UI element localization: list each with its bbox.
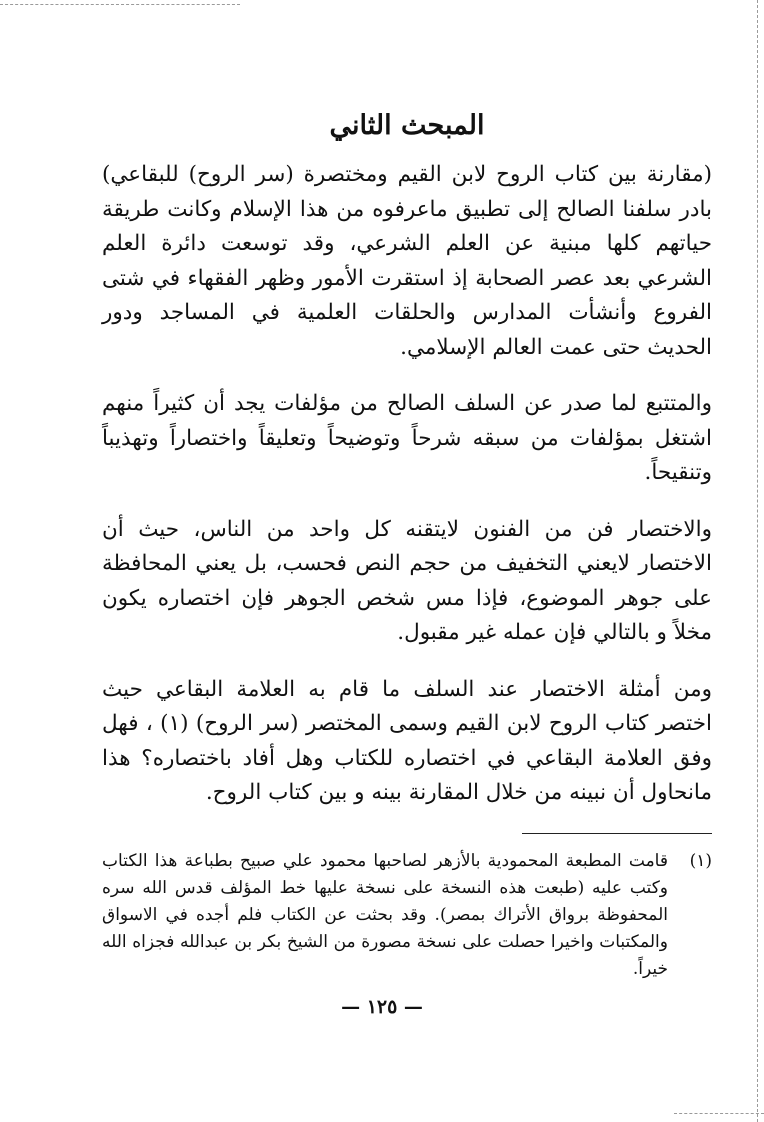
page-body: [102, 98, 712, 983]
footnote-marker: (١): [689, 850, 712, 871]
paragraph-examples: ومن أمثلة الاختصار عند السلف ما قام به العلامة البقاعي حيث اختصر كتاب الروح لابن القيم وسمى المختصر (سر الروح) (١) ، فهل وفق العلامة البقاعي في اختصاره للكتاب وهل أفاد باختصاره؟ هذا مانحاول أن نبينه من خلال المقارنة بينه و بين كتاب الروح.: [102, 676, 712, 805]
footnote-text: قامت المطبعة المحمودية بالأزهر لصاحبها محمود علي صبيح بطباعة هذا الكتاب وكتب عليه (طبعت هذه النسخة على نسخة عليها خط المؤلف قدس الله سره المحفوظة برواق الأتراك بمصر). وقد بحثت عن الكتاب فلم أجده في الاسواق والمكتبات واخيرا حصلت على نسخة مصورة من الشيخ بكر بن عبدالله فجزاه الله خيراً.: [102, 850, 668, 979]
section-heading: المبحث الثاني: [329, 110, 485, 141]
page-number: — ١٢٥ —: [341, 996, 423, 1018]
paragraph-followers: والمتتبع لما صدر عن السلف الصالح من مؤلفات يجد أن كثيراً منهم اشتغل بمؤلفات من سبقه شرحاً وتوضيحاً وتعليقاً واختصاراً وتهذيباً وتنقيحاً.: [102, 391, 712, 485]
footnote-divider: [522, 833, 712, 834]
scan-edge-top: [0, 4, 240, 5]
paragraph-abridgement: والاختصار فن من الفنون لايتقنه كل واحد من الناس، حيث أن الاختصار لايعني التخفيف من حجم النص فحسب، بل يعني المحافظة على جوهر الموضوع، فإذا مس شخص الجوهر فإن اختصاره يكون مخلاً و بالتالي فإن عمله غير مقبول.: [102, 516, 712, 645]
footnote: [102, 848, 712, 983]
paragraph-intro: (مقارنة بين كتاب الروح لابن القيم ومختصرة (سر الروح) للبقاعي) بادر سلفنا الصالح إلى تطبيق ماعرفوه من هذا الإسلام وكانت طريقة حياتهم كلها مبنية عن العلم الشرعي، وقد توسعت دائرة العلم الشرعي بعد عصر الصحابة إذ استقرت الأمور وظهر الفقهاء في شتى الفروع وأنشأت المدارس والحلقات العلمية في المساجد ودور الحديث حتى عمت العالم الإسلامي.: [102, 162, 712, 360]
scan-edge-bottom: [674, 1113, 764, 1114]
scan-edge-right: [757, 0, 758, 1122]
